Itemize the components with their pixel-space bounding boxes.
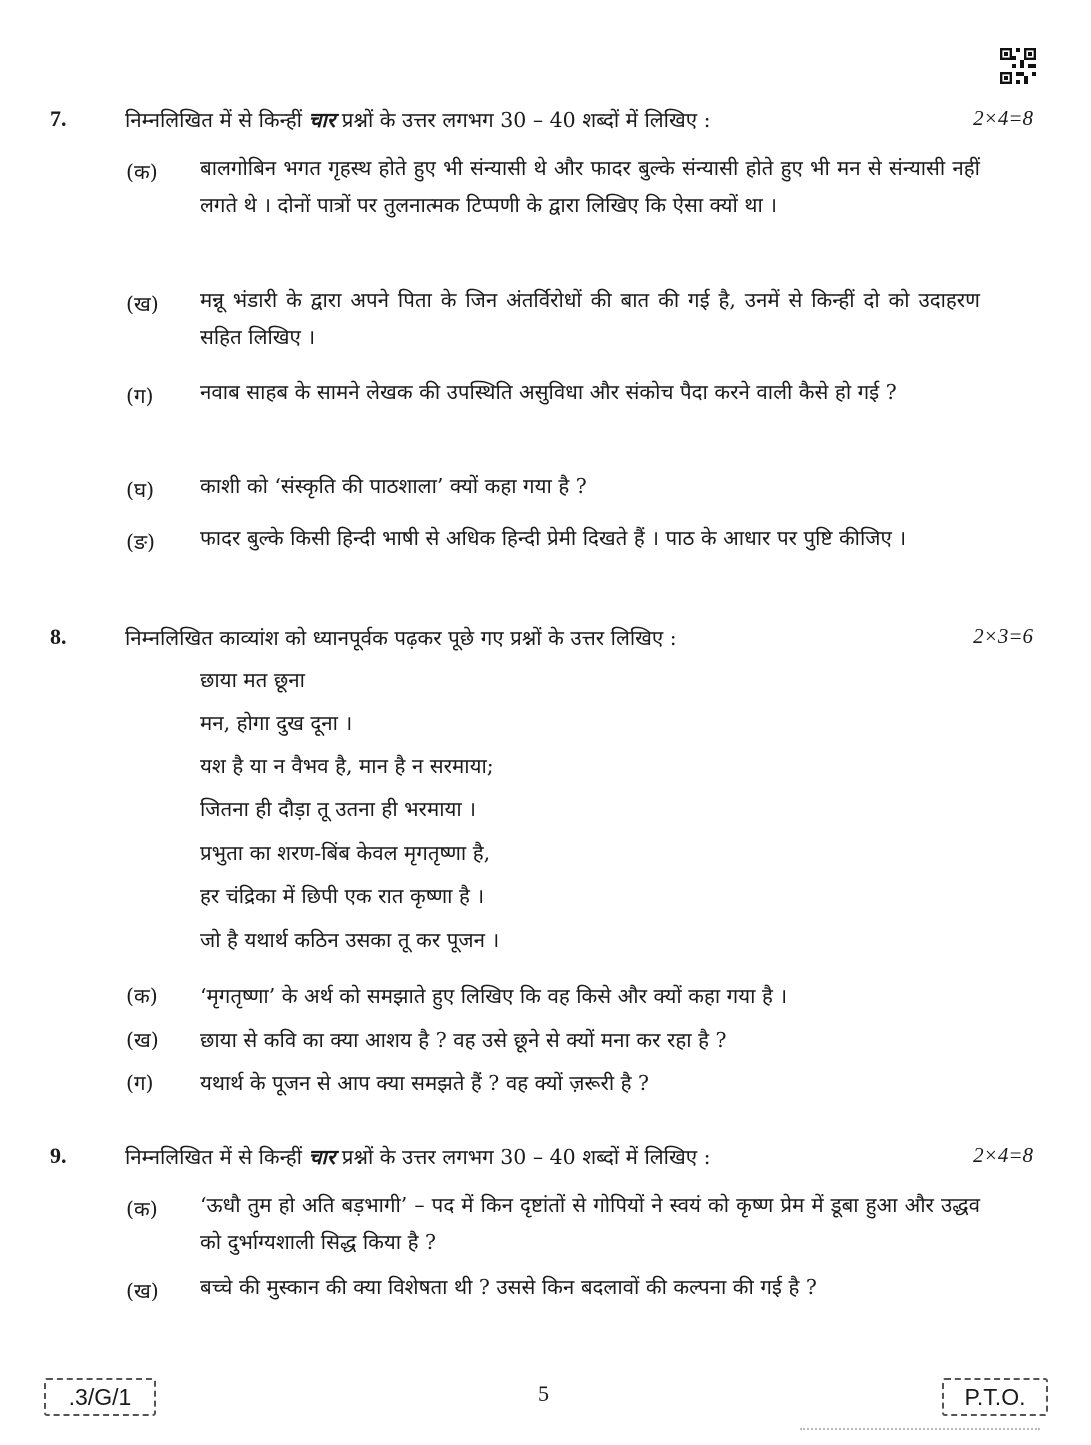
q8-part-text: ‘मृगतृष्णा’ के अर्थ को समझाते हुए लिखिए कि वह किसे और क्यों कहा गया है । xyxy=(200,984,788,1008)
q9-part-label: (क) xyxy=(126,1197,158,1221)
prompt-text: प्रश्नों के उत्तर लगभग 30 – 40 शब्दों में लिखिए : xyxy=(341,1145,711,1169)
q7-part-text: मन्नू भंडारी के द्वारा अपने पिता के जिन अंतर्विरोधों की बात की गई है, उनमें से किन्हीं दो को उदाहरण सहित लिखिए । xyxy=(200,288,980,349)
poem-line: हर चंद्रिका में छिपी एक रात कृष्णा है । xyxy=(200,884,485,908)
q8-part-label: (क) xyxy=(126,984,158,1008)
q7-part-text: बालगोबिन भगत गृहस्थ होते हुए भी संन्यासी थे और फादर बुल्के संन्यासी होते हुए भी मन से संन्यासी नहीं लगते थे । दोनों पात्रों पर तुलनात्मक टिप्पणी के द्वारा लिखिए कि ऐसा क्यों था । xyxy=(200,156,980,217)
q7-part-label: (ख) xyxy=(126,292,159,316)
q8-part-text: छाया से कवि का क्या आशय है ? वह उसे छूने से क्यों मना कर रहा है ? xyxy=(200,1028,727,1052)
q7-part-label: (क) xyxy=(126,160,158,184)
q8-part-label: (ख) xyxy=(126,1028,159,1052)
question-8-number: 8. xyxy=(50,624,67,649)
poem-line: छाया मत छूना xyxy=(200,668,305,692)
question-7-number: 7. xyxy=(50,106,67,131)
page-number: 5 xyxy=(538,1381,549,1406)
question-9-number: 9. xyxy=(50,1143,67,1168)
question-9-marks: 2×4=8 xyxy=(973,1143,1033,1167)
prompt-text: निम्नलिखित में से किन्हीं xyxy=(125,108,302,132)
poem-line: प्रभुता का शरण-बिंब केवल मृगतृष्णा है, xyxy=(200,841,491,865)
q7-part-label: (ङ) xyxy=(126,530,156,554)
q7-part-text: काशी को ‘संस्कृति की पाठशाला’ क्यों कहा गया है ? xyxy=(200,474,587,498)
q9-part-text: बच्चे की मुस्कान की क्या विशेषता थी ? उससे किन बदलावों की कल्पना की गई है ? xyxy=(200,1275,817,1299)
q7-part-text: फादर बुल्के किसी हिन्दी भाषी से अधिक हिन्दी प्रेमी दिखते हैं । पाठ के आधार पर पुष्टि कीजिए । xyxy=(200,526,907,550)
prompt-text: निम्नलिखित में से किन्हीं xyxy=(125,1145,302,1169)
qr-code-icon xyxy=(1000,48,1036,84)
poem-line: जो है यथार्थ कठिन उसका तू कर पूजन । xyxy=(200,928,500,952)
q7-part-text: नवाब साहब के सामने लेखक की उपस्थिति असुविधा और संकोच पैदा करने वाली कैसे हो गई ? xyxy=(200,380,897,404)
poem-line: मन, होगा दुख दूना । xyxy=(200,711,353,735)
question-7-marks: 2×4=8 xyxy=(973,106,1033,130)
q7-part-label: (घ) xyxy=(126,478,155,502)
poem-line: यश है या न वैभव है, मान है न सरमाया; xyxy=(200,754,494,778)
q9-part-text: ‘ऊधौ तुम हो अति बड़भागी’ – पद में किन दृष्टांतों से गोपियों ने स्वयं को कृष्ण प्रेम में डूबा हुआ और उद्धव को दुर्भाग्यशाली सिद्ध किया है ? xyxy=(200,1193,980,1254)
question-9-prompt xyxy=(125,1143,711,1171)
poem-line: जितना ही दौड़ा तू उतना ही भरमाया । xyxy=(200,797,476,821)
q8-part-label: (ग) xyxy=(126,1071,154,1095)
paper-code: .3/G/1 xyxy=(44,1378,156,1416)
q8-part-text: यथार्थ के पूजन से आप क्या समझते हैं ? वह क्यों ज़रूरी है ? xyxy=(200,1071,650,1095)
q9-part-label: (ख) xyxy=(126,1279,159,1303)
prompt-emphasis: चार xyxy=(308,1145,336,1169)
question-7-prompt xyxy=(125,106,711,134)
q7-part-label: (ग) xyxy=(126,384,154,408)
prompt-text: प्रश्नों के उत्तर लगभग 30 – 40 शब्दों में लिखिए : xyxy=(341,108,711,132)
divider xyxy=(800,1428,1040,1430)
question-8-prompt: निम्नलिखित काव्यांश को ध्यानपूर्वक पढ़कर पूछे गए प्रश्नों के उत्तर लिखिए : xyxy=(125,626,677,650)
question-8-marks: 2×3=6 xyxy=(973,624,1033,648)
prompt-emphasis: चार xyxy=(308,108,336,132)
pto-label: P.T.O. xyxy=(942,1378,1048,1416)
